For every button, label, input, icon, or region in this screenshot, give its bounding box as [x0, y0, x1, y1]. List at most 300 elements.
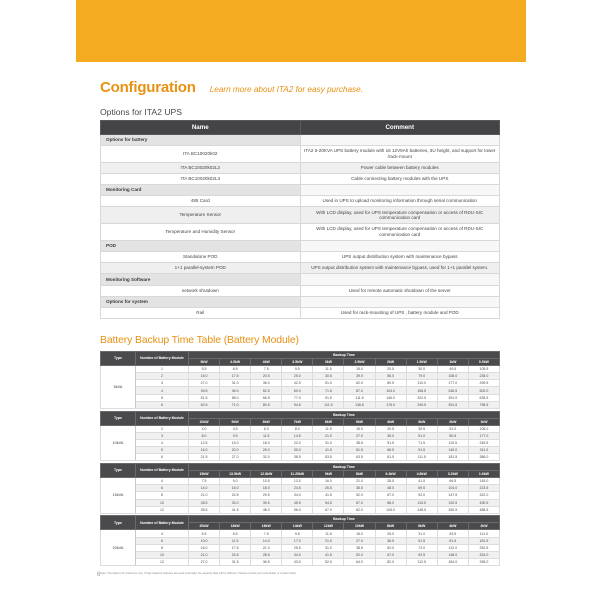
table-footnote: Note: The table is for reference only. If high-capacity batteries are used externally, the capacity data will be different. Please consult your local dealer or contact Vertiv.	[100, 572, 297, 576]
table-row	[101, 552, 500, 559]
backup-time-cell: 35.5	[189, 506, 220, 513]
backup-time-cell: 31.0	[313, 439, 344, 446]
backup-time-cell: 18.0	[251, 485, 282, 492]
backup-time-cell: 252.5	[468, 544, 499, 551]
column-header-load: 1.5kW	[406, 358, 437, 365]
backup-time-cell: 34.0	[282, 552, 313, 559]
column-header-load: 4kW	[437, 523, 468, 530]
backup-time-cell: 51.0	[406, 432, 437, 439]
backup-time-cell: 56.0	[375, 373, 406, 380]
backup-time-cell: 6.5	[220, 530, 251, 537]
column-header-load: 2.5kW	[344, 358, 375, 365]
option-comment-cell: Cable connecting battery modules with the UPS	[300, 174, 500, 185]
backup-time-cell: 111.5	[313, 401, 344, 408]
options-group-comment	[300, 135, 500, 146]
backup-time-cell: 43.0	[282, 559, 313, 566]
column-header-load: 2kW	[375, 358, 406, 365]
backup-time-cell: 62.0	[344, 380, 375, 387]
backup-time-cell: 9.0	[220, 478, 251, 485]
battery-header-row-top	[101, 411, 500, 418]
backup-time-cell: 94.5	[282, 401, 313, 408]
module-count-cell: 12	[136, 506, 189, 513]
backup-time-cell: 26.5	[313, 485, 344, 492]
backup-time-cell: 22.0	[282, 439, 313, 446]
backup-time-cell: 20.5	[251, 373, 282, 380]
backup-time-cell: 110.0	[406, 380, 437, 387]
module-count-cell: 6	[136, 454, 189, 461]
backup-time-cell: 181.5	[437, 454, 468, 461]
battery-type-cell: 5kVA	[101, 365, 136, 408]
backup-time-cell: 41.5	[313, 447, 344, 454]
options-table	[100, 120, 500, 319]
option-comment-cell: Power cable between battery modules	[300, 162, 500, 173]
backup-time-cell: 28.5	[189, 499, 220, 506]
module-count-cell: 4	[136, 387, 189, 394]
backup-time-cell: 502.0	[468, 387, 499, 394]
backup-time-cell: 156.5	[406, 387, 437, 394]
backup-time-cell: 79.0	[406, 373, 437, 380]
backup-time-cell: 45.0	[220, 387, 251, 394]
backup-time-cell: 67.0	[375, 552, 406, 559]
backup-time-cell: 145.0	[468, 478, 499, 485]
backup-time-cell: 92.0	[406, 492, 437, 499]
column-header-load: 5kW	[344, 418, 375, 425]
backup-time-cell: 488.5	[468, 506, 499, 513]
column-header-modules: Number of Battery Module	[136, 351, 189, 365]
backup-time-cell: 16.0	[313, 478, 344, 485]
backup-time-cell: 48.0	[375, 485, 406, 492]
backup-time-cell: 41.5	[220, 506, 251, 513]
backup-time-cell: 4.0	[189, 425, 220, 432]
column-header-load: 1kW	[468, 418, 499, 425]
backup-time-cell: 391.5	[437, 401, 468, 408]
backup-time-cell: 7.5	[251, 365, 282, 372]
column-header-type: Type	[101, 463, 136, 477]
backup-time-cell: 91.5	[313, 394, 344, 401]
module-count-cell: 5	[136, 394, 189, 401]
backup-time-cell: 111.5	[406, 454, 437, 461]
backup-time-cell: 34.0	[282, 492, 313, 499]
backup-time-cell: 31.0	[406, 530, 437, 537]
module-count-cell: 4	[136, 439, 189, 446]
backup-time-cell: 5.5	[189, 530, 220, 537]
column-header-load: 4.8kW	[406, 470, 437, 477]
backup-time-cell: 181.5	[468, 537, 499, 544]
backup-time-cell: 36.0	[251, 380, 282, 387]
backup-time-cell: 51.5	[406, 537, 437, 544]
options-group-label: POD	[101, 241, 301, 252]
backup-time-cell: 184.0	[437, 559, 468, 566]
backup-time-cell: 11.5	[313, 425, 344, 432]
backup-time-cell: 71.5	[313, 387, 344, 394]
backup-time-cell: 17.5	[220, 544, 251, 551]
column-header-modules: Number of Battery Module	[136, 411, 189, 425]
module-count-cell: 5	[136, 447, 189, 454]
backup-time-cell: 202.5	[406, 394, 437, 401]
backup-time-cell: 82.0	[375, 559, 406, 566]
options-group-row	[101, 241, 500, 252]
column-header-load: 10kW	[344, 523, 375, 530]
backup-time-cell: 33.0	[220, 499, 251, 506]
backup-time-cell: 67.0	[313, 506, 344, 513]
backup-time-cell: 30.0	[282, 447, 313, 454]
backup-time-cell: 12.5	[189, 439, 220, 446]
column-header-type: Type	[101, 411, 136, 425]
backup-time-cell: 105.5	[468, 365, 499, 372]
options-group-label: Monitoring Software	[101, 274, 301, 285]
backup-time-cell: 192.5	[437, 499, 468, 506]
table-row	[101, 439, 500, 446]
battery-table-heading: Battery Backup Time Table (Battery Module)	[100, 334, 299, 346]
backup-time-cell: 64.0	[344, 559, 375, 566]
module-count-cell: 6	[136, 537, 189, 544]
option-name-cell: Rail	[101, 307, 301, 318]
option-comment-cell: UPS output distribution system with maintenance bypass	[300, 252, 500, 263]
backup-time-cell: 119.5	[406, 499, 437, 506]
column-header-backup-time: Backup Time	[189, 411, 500, 418]
table-row	[101, 373, 500, 380]
column-header-load: 14kW	[282, 523, 313, 530]
backup-time-cell: 27.0	[344, 432, 375, 439]
backup-time-cell: 80.5	[375, 380, 406, 387]
battery-backup-table-10kva	[100, 411, 500, 462]
table-row	[101, 207, 500, 224]
backup-time-cell: 66.5	[375, 447, 406, 454]
backup-time-cell: 14.0	[251, 537, 282, 544]
table-row	[101, 544, 500, 551]
column-header-modules: Number of Battery Module	[136, 516, 189, 530]
column-header-load: 18kW	[220, 523, 251, 530]
backup-time-cell: 136.5	[344, 401, 375, 408]
column-header-backup-time: Backup Time	[189, 351, 500, 358]
backup-time-cell: 36.5	[251, 559, 282, 566]
backup-time-cell: 81.5	[375, 454, 406, 461]
backup-time-cell: 38.5	[344, 439, 375, 446]
column-header-load: 9kW	[313, 470, 344, 477]
backup-time-cell: 56.0	[282, 506, 313, 513]
battery-type-cell: 10kVA	[101, 425, 136, 461]
battery-header-row-top	[101, 516, 500, 523]
backup-time-cell: 77.0	[282, 394, 313, 401]
backup-time-cell: 235.0	[468, 373, 499, 380]
backup-time-cell: 223.5	[468, 485, 499, 492]
table-row	[101, 559, 500, 566]
backup-time-cell: 38.5	[282, 454, 313, 461]
backup-time-cell: 52.0	[313, 559, 344, 566]
backup-time-cell: 4.5	[220, 425, 251, 432]
module-count-cell: 10	[136, 552, 189, 559]
column-header-load: 11.25kW	[282, 470, 313, 477]
backup-time-cell: 299.5	[468, 380, 499, 387]
backup-time-cell: 63.5	[344, 454, 375, 461]
backup-time-cell: 9.5	[282, 365, 313, 372]
column-header-load: 1.6kW	[468, 470, 499, 477]
table-row	[101, 537, 500, 544]
table-row	[101, 432, 500, 439]
column-header-modules: Number of Battery Module	[136, 463, 189, 477]
battery-type-cell: 15kVA	[101, 478, 136, 514]
module-count-cell: 1	[136, 365, 189, 372]
backup-time-cell: 18.0	[251, 439, 282, 446]
module-count-cell: 2	[136, 373, 189, 380]
backup-time-cell: 322.0	[468, 492, 499, 499]
backup-time-cell: 51.0	[437, 425, 468, 432]
backup-time-cell: 176.0	[375, 401, 406, 408]
backup-time-cell: 25.0	[375, 530, 406, 537]
column-header-load: 12.8kW	[251, 470, 282, 477]
table-row	[101, 530, 500, 537]
table-row	[101, 263, 500, 274]
option-comment-cell: Used for remote automatic shutdown of the server	[300, 285, 500, 296]
backup-time-cell: 21.0	[189, 552, 220, 559]
backup-time-cell: 6.0	[251, 425, 282, 432]
backup-time-cell: 36.5	[375, 537, 406, 544]
backup-time-cell: 21.0	[251, 544, 282, 551]
backup-time-cell: 177.0	[468, 432, 499, 439]
backup-time-cell: 20.5	[375, 425, 406, 432]
backup-time-cell: 28.5	[251, 552, 282, 559]
backup-time-cell: 148.0	[437, 552, 468, 559]
column-header-load: 2kW	[437, 418, 468, 425]
table-row	[101, 492, 500, 499]
option-name-cell: Temperature Sensor	[101, 207, 301, 224]
column-header-load: 5kW	[189, 358, 220, 365]
page-title: Configuration	[100, 79, 196, 96]
backup-time-cell: 27.0	[220, 454, 251, 461]
backup-time-cell: 104.0	[375, 387, 406, 394]
options-group-label: Options for battery	[101, 135, 301, 146]
battery-type-cell: 20kVA	[101, 530, 136, 566]
backup-time-cell: 260.5	[437, 506, 468, 513]
backup-time-cell: 14.0	[189, 485, 220, 492]
column-header-load: 15kW	[189, 470, 220, 477]
backup-time-cell: 86.0	[375, 499, 406, 506]
backup-time-cell: 105.0	[375, 506, 406, 513]
module-count-cell: 6	[136, 401, 189, 408]
backup-time-cell: 53.5	[437, 530, 468, 537]
backup-time-cell: 13.0	[282, 478, 313, 485]
table-row	[101, 365, 500, 372]
backup-time-cell: 51.5	[344, 447, 375, 454]
module-count-cell: 8	[136, 492, 189, 499]
column-header-load: 3.5kW	[282, 358, 313, 365]
module-count-cell: 4	[136, 478, 189, 485]
backup-time-cell: 111.5	[344, 394, 375, 401]
column-header-load: 20kW	[189, 523, 220, 530]
module-count-cell: 4	[136, 530, 189, 537]
backup-time-cell: 11.5	[313, 530, 344, 537]
backup-time-cell: 24.5	[220, 492, 251, 499]
battery-tables-container	[100, 351, 500, 567]
options-table-heading: Options for ITA2 UPS	[100, 107, 182, 117]
backup-time-cell: 71.5	[406, 439, 437, 446]
option-name-cell: Temperature and Humidity Sensor	[101, 224, 301, 241]
backup-time-cell: 36.5	[344, 485, 375, 492]
battery-backup-table-15kva	[100, 463, 500, 514]
backup-time-cell: 80.5	[251, 401, 282, 408]
top-orange-banner	[76, 0, 526, 62]
backup-time-cell: 20.0	[220, 447, 251, 454]
backup-time-cell: 72.0	[406, 544, 437, 551]
backup-time-cell: 45.5	[282, 499, 313, 506]
backup-time-cell: 67.0	[344, 499, 375, 506]
options-group-label: Options for system	[101, 296, 301, 307]
module-count-cell: 3	[136, 380, 189, 387]
options-group-label: Monitoring Card	[101, 185, 301, 196]
backup-time-cell: 20.5	[375, 365, 406, 372]
column-header-load: 2kW	[468, 523, 499, 530]
column-header-load: 6.4kW	[375, 470, 406, 477]
backup-time-cell: 39.5	[251, 499, 282, 506]
backup-time-cell: 6.5	[220, 365, 251, 372]
table-row	[101, 447, 500, 454]
backup-time-cell: 386.0	[468, 454, 499, 461]
backup-time-cell: 249.5	[406, 401, 437, 408]
column-header-load: 13.5kW	[220, 470, 251, 477]
backup-time-cell: 8.0	[282, 425, 313, 432]
table-row	[101, 162, 500, 173]
backup-time-cell: 21.5	[189, 454, 220, 461]
battery-header-row-top	[101, 463, 500, 470]
column-header-type: Type	[101, 516, 136, 530]
backup-time-cell: 17.0	[282, 537, 313, 544]
battery-backup-table-20kva	[100, 515, 500, 566]
options-group-row	[101, 135, 500, 146]
backup-time-cell: 16.0	[189, 447, 220, 454]
backup-time-cell: 71.0	[220, 401, 251, 408]
backup-time-cell: 15.0	[189, 373, 220, 380]
backup-time-cell: 798.5	[468, 401, 499, 408]
table-row	[101, 224, 500, 241]
module-count-cell: 2	[136, 425, 189, 432]
column-header-load: 7kW	[282, 418, 313, 425]
option-name-cell: 1+1 parallel-system POD	[101, 263, 301, 274]
backup-time-cell: 51.0	[313, 380, 344, 387]
option-name-cell: network shutdown	[101, 285, 301, 296]
options-group-comment	[300, 296, 500, 307]
module-count-cell: 12	[136, 559, 189, 566]
table-row	[101, 401, 500, 408]
backup-time-cell: 54.5	[313, 499, 344, 506]
backup-time-cell: 25.0	[251, 447, 282, 454]
options-group-comment	[300, 241, 500, 252]
backup-time-cell: 9.5	[220, 432, 251, 439]
backup-time-cell: 140.0	[437, 447, 468, 454]
table-row	[101, 478, 500, 485]
column-header-load: 8kW	[344, 470, 375, 477]
page-subtitle: Learn more about ITA2 for easy purchase.	[209, 85, 363, 94]
backup-time-cell: 635.5	[468, 394, 499, 401]
page-body	[0, 62, 600, 576]
options-group-row	[101, 274, 500, 285]
backup-time-cell: 53.5	[313, 454, 344, 461]
column-header-load: 4kW	[251, 358, 282, 365]
backup-time-cell: 31.5	[220, 559, 251, 566]
backup-time-cell: 30.5	[406, 425, 437, 432]
table-row	[101, 285, 500, 296]
backup-time-cell: 146.0	[375, 394, 406, 401]
column-header-load: 8kW	[251, 418, 282, 425]
module-count-cell: 3	[136, 432, 189, 439]
options-table-header-row	[101, 121, 500, 135]
backup-time-cell: 147.5	[437, 492, 468, 499]
table-row	[101, 394, 500, 401]
backup-time-cell: 112.5	[406, 559, 437, 566]
table-row	[101, 174, 500, 185]
backup-time-cell: 52.0	[344, 492, 375, 499]
column-header-load: 3.2kW	[437, 470, 468, 477]
backup-time-cell: 58.0	[220, 394, 251, 401]
module-count-cell: 8	[136, 544, 189, 551]
backup-time-cell: 82.0	[344, 506, 375, 513]
table-row	[101, 146, 500, 163]
backup-time-cell: 51.5	[189, 394, 220, 401]
options-group-row	[101, 185, 500, 196]
backup-time-cell: 25.0	[282, 373, 313, 380]
options-group-comment	[300, 185, 500, 196]
backup-time-cell: 15.0	[220, 439, 251, 446]
backup-time-cell: 39.5	[189, 387, 220, 394]
backup-time-cell: 41.5	[313, 492, 344, 499]
backup-time-cell: 5.5	[189, 365, 220, 372]
option-comment-cell: With LCD display, used for UPS temperature compensation or access of RDU-SIC communication card	[300, 207, 500, 224]
backup-time-cell: 104.0	[437, 485, 468, 492]
backup-time-cell: 41.5	[313, 552, 344, 559]
backup-time-cell: 36.0	[375, 432, 406, 439]
backup-time-cell: 92.5	[406, 552, 437, 559]
column-header-type: Type	[101, 351, 136, 365]
backup-time-cell: 42.5	[282, 380, 313, 387]
table-row	[101, 387, 500, 394]
table-row	[101, 485, 500, 492]
option-name-cell: 485 Card	[101, 196, 301, 207]
backup-time-cell: 31.0	[220, 380, 251, 387]
options-group-row	[101, 296, 500, 307]
table-row	[101, 380, 500, 387]
backup-time-cell: 11.5	[220, 537, 251, 544]
column-header-name: Name	[101, 121, 301, 135]
backup-time-cell: 111.0	[468, 530, 499, 537]
backup-time-cell: 7.5	[251, 530, 282, 537]
backup-time-cell: 80.5	[437, 432, 468, 439]
column-header-load: 1kW	[437, 358, 468, 365]
backup-time-cell: 11.5	[251, 432, 282, 439]
option-name-cell: ITA BC10020k02L3	[101, 174, 301, 185]
backup-time-cell: 15.0	[344, 530, 375, 537]
option-comment-cell: Used in UPS to upload monitoring information through serial communication	[300, 196, 500, 207]
backup-time-cell: 16.0	[189, 544, 220, 551]
backup-time-cell: 52.0	[344, 552, 375, 559]
backup-time-cell: 311.0	[468, 447, 499, 454]
column-header-load: 0.5kW	[468, 358, 499, 365]
backup-time-cell: 110.5	[437, 439, 468, 446]
column-header-load: 8kW	[375, 523, 406, 530]
backup-time-cell: 27.0	[344, 537, 375, 544]
option-comment-cell: With LCD display, used for UPS temperature compensation or access of RDU-SIC communication card	[300, 224, 500, 241]
backup-time-cell: 27.0	[189, 380, 220, 387]
backup-time-cell: 67.0	[375, 492, 406, 499]
backup-time-cell: 430.5	[468, 499, 499, 506]
module-count-cell: 10	[136, 499, 189, 506]
column-header-load: 4.5kW	[220, 358, 251, 365]
backup-time-cell: 30.5	[313, 373, 344, 380]
backup-time-cell: 24.5	[220, 552, 251, 559]
backup-time-cell: 51.5	[375, 439, 406, 446]
backup-time-cell: 31.0	[313, 544, 344, 551]
column-header-load: 10kW	[189, 418, 220, 425]
table-row	[101, 425, 500, 432]
backup-time-cell: 52.5	[251, 387, 282, 394]
